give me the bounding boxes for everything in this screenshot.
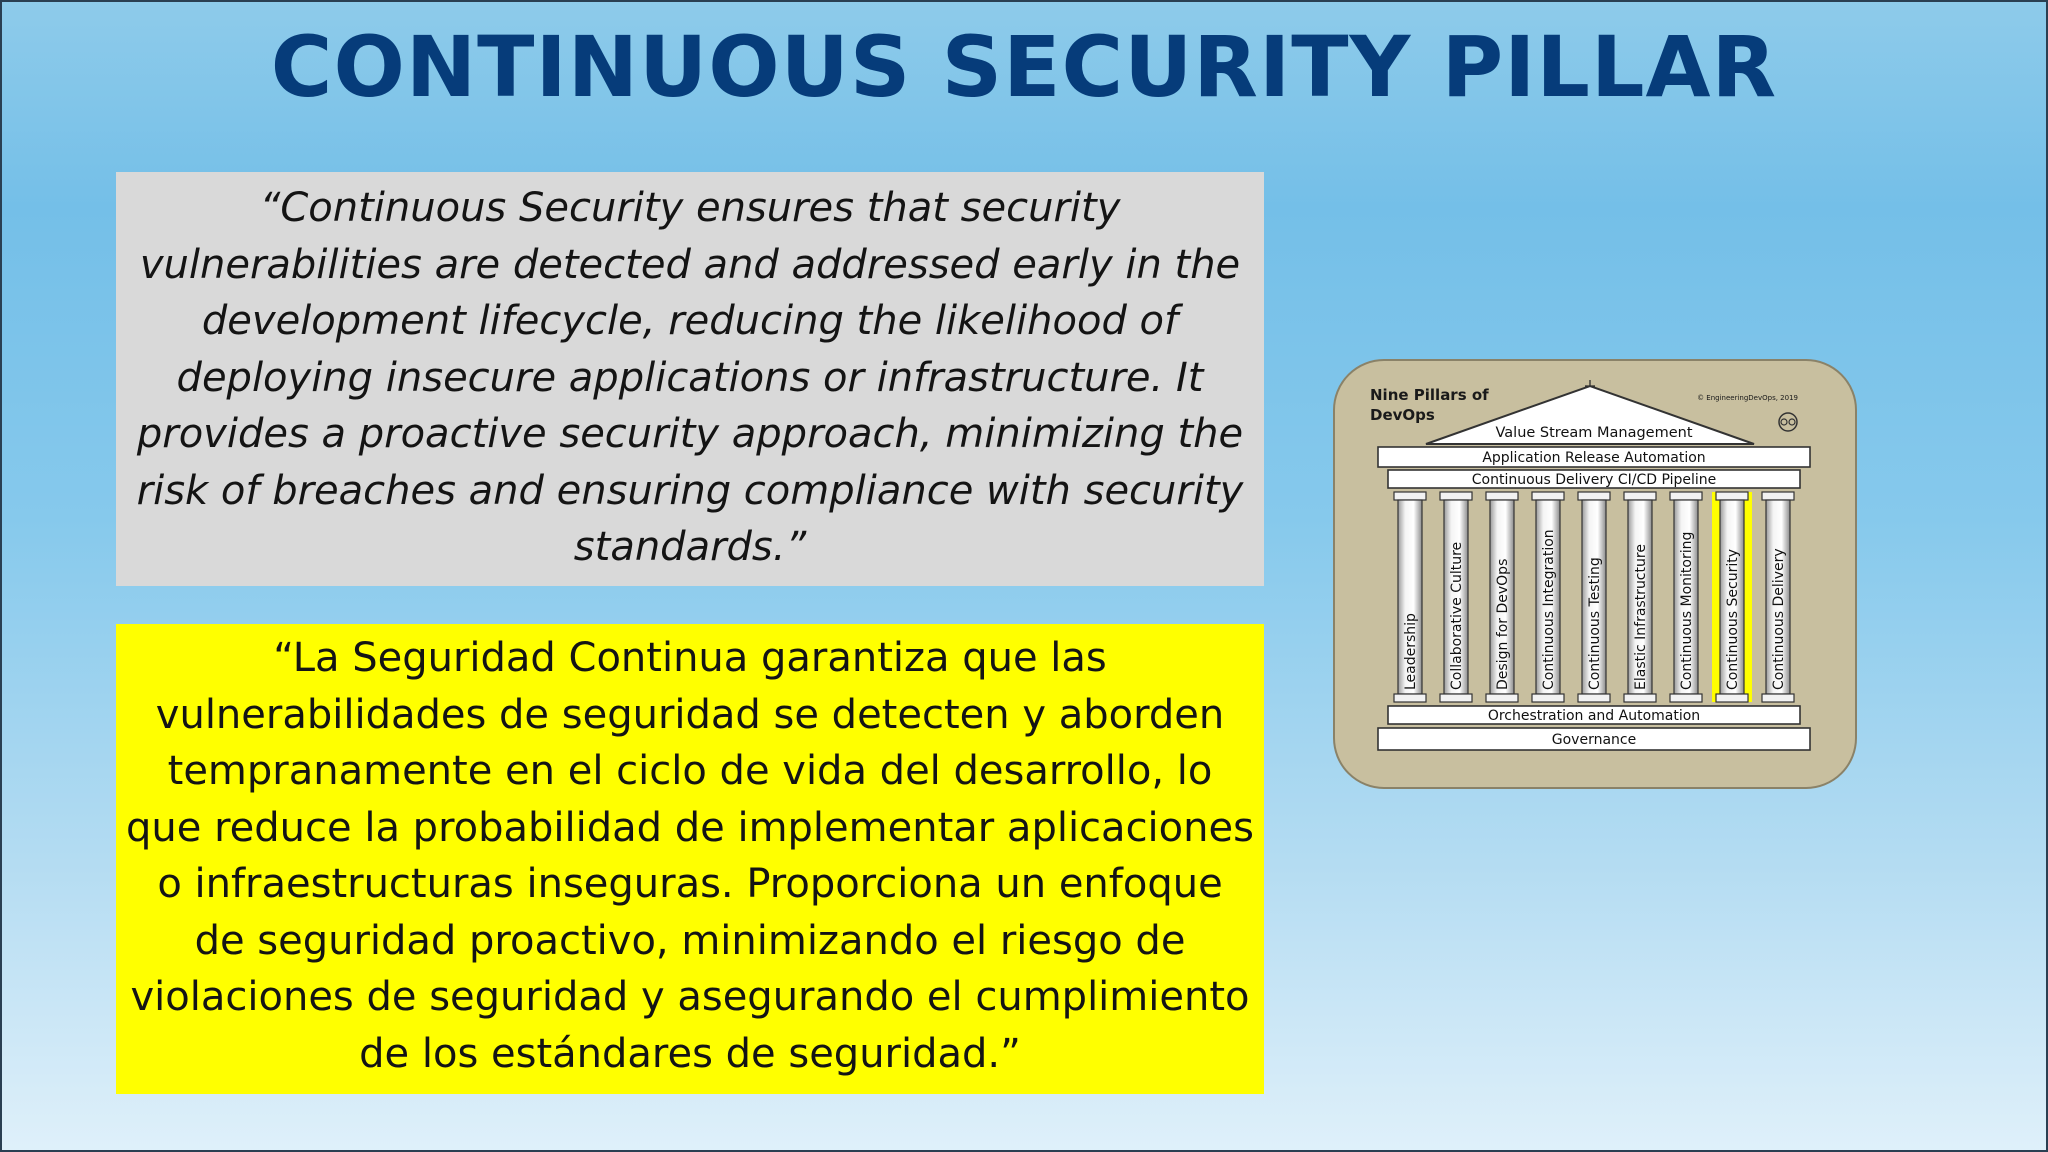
pillar-label: Elastic Infrastructure — [1633, 544, 1649, 690]
pillar-collaborative-culture — [1440, 492, 1472, 702]
quote-spanish: “La Seguridad Continua garantiza que las vulnerabilidades de seguridad se detecten y aborden tempranamente en el ciclo de vida del desarrollo, lo que reduce la probabilidad de implementar aplicaciones o infraestructuras inseguras. Proporciona un enfoque de seguridad proactivo, minimizando el riesgo de violaciones de seguridad y asegurando el cumplimiento de los estándares de seguridad.” — [116, 624, 1264, 1094]
pillar-label: Design for DevOps — [1495, 558, 1511, 690]
pillar-base — [1624, 694, 1656, 702]
pillar-base — [1440, 694, 1472, 702]
pillar-label: Collaborative Culture — [1449, 541, 1465, 690]
quote-english: “Continuous Security ensures that security vulnerabilities are detected and addressed early in the development lifecycle, reducing the likelihood of deploying insecure applications or infrastructure. It provides a proactive security approach, minimizing the risk of breaches and ensuring compliance with security standards.” — [116, 172, 1264, 586]
nine-pillars-diagram — [1332, 358, 1858, 790]
pillar-capital — [1532, 492, 1564, 500]
pillar-label: Leadership — [1403, 613, 1419, 690]
pillar-label: Continuous Integration — [1541, 529, 1557, 690]
pillar-base — [1578, 694, 1610, 702]
pillar-base — [1532, 694, 1564, 702]
pillar-capital — [1578, 492, 1610, 500]
pillar-capital — [1440, 492, 1472, 500]
diagram-heading-line1: Nine Pillars of — [1370, 386, 1489, 404]
pillar-leadership — [1394, 492, 1426, 702]
pillar-columns — [1394, 492, 1794, 702]
pillar-continuous-security — [1712, 492, 1752, 702]
pillar-label: Continuous Monitoring — [1679, 531, 1695, 690]
pillar-capital — [1762, 492, 1794, 500]
pillar-capital — [1716, 492, 1748, 500]
pillar-capital — [1624, 492, 1656, 500]
pillar-design-for-devops — [1486, 492, 1518, 702]
pillar-base — [1394, 694, 1426, 702]
pillar-base — [1716, 694, 1748, 702]
pillar-label: Continuous Testing — [1587, 557, 1603, 690]
diagram-copyright: © EngineeringDevOps, 2019 — [1697, 394, 1798, 402]
pillar-base — [1670, 694, 1702, 702]
slide-title: CONTINUOUS SECURITY PILLAR — [270, 18, 1778, 116]
pillar-continuous-delivery — [1762, 492, 1794, 702]
roof-label: Value Stream Management — [1495, 425, 1693, 441]
diagram-heading-line2: DevOps — [1370, 406, 1435, 424]
pillar-capital — [1670, 492, 1702, 500]
pillar-label: Continuous Delivery — [1771, 548, 1787, 690]
pillar-capital — [1486, 492, 1518, 500]
beam-cicd-pipeline-label: Continuous Delivery CI/CD Pipeline — [1471, 472, 1717, 488]
pillar-base — [1486, 694, 1518, 702]
pillar-label: Continuous Security — [1725, 548, 1741, 690]
beam-application-release-label: Application Release Automation — [1482, 450, 1706, 466]
pillar-capital — [1394, 492, 1426, 500]
pillar-elastic-infrastructure — [1624, 492, 1656, 702]
pillar-continuous-integration — [1532, 492, 1564, 702]
pillar-continuous-testing — [1578, 492, 1610, 702]
base-orchestration-label: Orchestration and Automation — [1487, 708, 1701, 724]
pillar-base — [1762, 694, 1794, 702]
base-governance-label: Governance — [1551, 732, 1637, 748]
pillar-continuous-monitoring — [1670, 492, 1702, 702]
